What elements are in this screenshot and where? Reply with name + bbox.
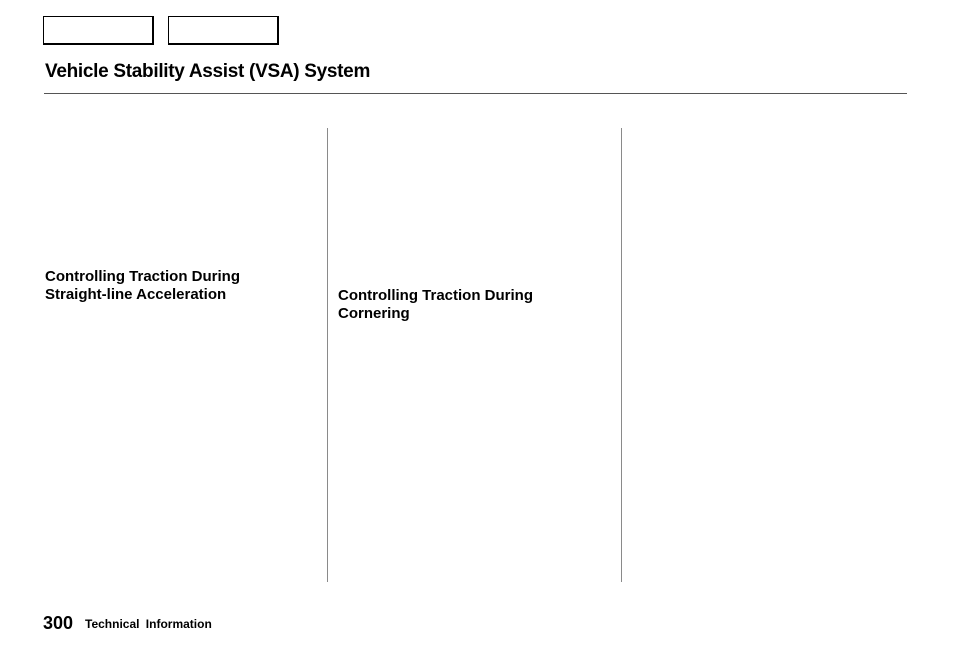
section-heading-line: Straight-line Acceleration — [45, 286, 227, 303]
footer-section-label: Technical Information — [85, 617, 212, 631]
section-heading-straight-line — [45, 268, 315, 304]
section-heading-line: Cornering — [338, 305, 410, 322]
column-divider-right — [621, 128, 622, 582]
next-page-button[interactable] — [168, 16, 279, 45]
title-divider — [44, 93, 907, 94]
previous-page-button[interactable] — [43, 16, 154, 45]
section-heading-cornering — [338, 287, 608, 323]
page-title: Vehicle Stability Assist (VSA) System — [45, 61, 371, 82]
section-heading-line: Controlling Traction During — [45, 268, 240, 285]
section-heading-line: Controlling Traction During — [338, 287, 533, 304]
page-number: 300 — [43, 613, 74, 633]
column-divider-left — [327, 128, 328, 582]
